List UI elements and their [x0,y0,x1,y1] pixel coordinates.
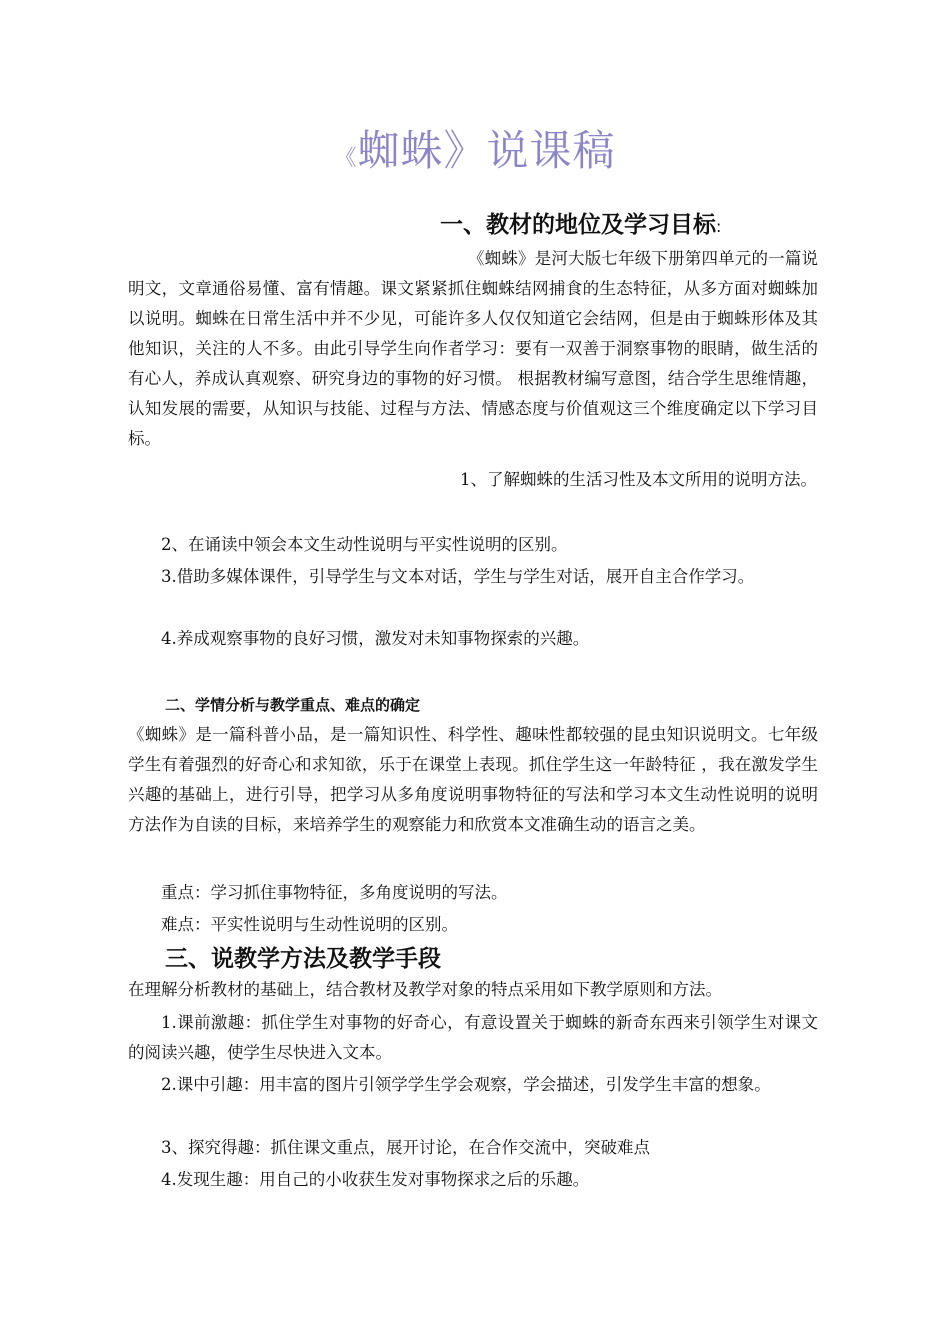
title-open-quote: 《 [334,146,358,171]
section1-heading-colon: : [716,217,722,236]
method-4: 4.发现生趣：用自己的小收获生发对事物探求之后的乐趣。 [161,1170,590,1189]
key-point: 重点：学习抓住事物特征，多角度说明的写法。 [161,883,508,902]
section3-intro: 在理解分析教材的基础上，结合教材及教学对象的特点采用如下教学原则和方法。 [128,980,722,999]
section2-heading: 二、学情分析与教学重点、难点的确定 [165,696,421,714]
goal-2: 2、在诵读中领会本文生动性说明与平实性说明的区别。 [161,535,568,554]
difficulty-point: 难点：平实性说明与生动性说明的区别。 [161,915,458,934]
goal-3: 3.借助多媒体课件，引导学生与文本对话，学生与学生对话，展开自主合作学习。 [161,567,755,586]
method-3: 3、探究得趣：抓住课文重点，展开讨论，在合作交流中，突破难点 [161,1138,650,1157]
goal-4: 4.养成观察事物的良好习惯，激发对未知事物探索的兴趣。 [161,629,590,648]
method-2: 2.课中引趣：用丰富的图片引领学学生学会观察，学会描述，引发学生丰富的想象。 [161,1075,771,1094]
goal-1: 1、了解蜘蛛的生活习性及本文所用的说明方法。 [460,470,817,489]
document-title [0,118,950,178]
section1-heading-text: 一、教材的地位及学习目标 [440,212,716,238]
section3-heading: 三、说教学方法及教学手段 [165,946,441,972]
method-1: 1.课前激趣：抓住学生对事物的好奇心，有意设置关于蜘蛛的新奇东西来引领学生对课文的阅读兴趣，使学生尽快进入文本。 [128,1013,818,1062]
title-text: 蜘蛛》说课稿 [357,126,616,175]
section2-paragraph: 《蜘蛛》是一篇科普小品，是一篇知识性、科学性、趣味性都较强的昆虫知识说明文。七年级学生有着强烈的好奇心和求知欲，乐于在课堂上表现。抓住学生这一年龄特征 ，我在激发学生兴趣的基础上，进行引导，把学习从多角度说明事物特征的写法和学习本文生动性说明的说明方法作为自读的目标，来培养学生的观察能力和欣赏本文准确生动的语言之美。 [128,725,818,834]
section1-heading [440,206,721,239]
section1-paragraph: 《蜘蛛》是河大版七年级下册第四单元的一篇说明文，文章通俗易懂、富有情趣。课文紧紧抓住蜘蛛结网捕食的生态特征，从多方面对蜘蛛加以说明。蜘蛛在日常生活中并不少见，可能许多人仅仅知道它会结网，但是由于蜘蛛形体及其他知识，关注的人不多。由此引导学生向作者学习：要有一双善于洞察事物的眼睛，做生活的有心人，养成认真观察、研究身边的事物的好习惯。 根据教材编写意图，结合学生思维情趣，认知发展的需要，从知识与技能、过程与方法、情感态度与价值观这三个维度确定以下学习目标。 [128,249,818,448]
